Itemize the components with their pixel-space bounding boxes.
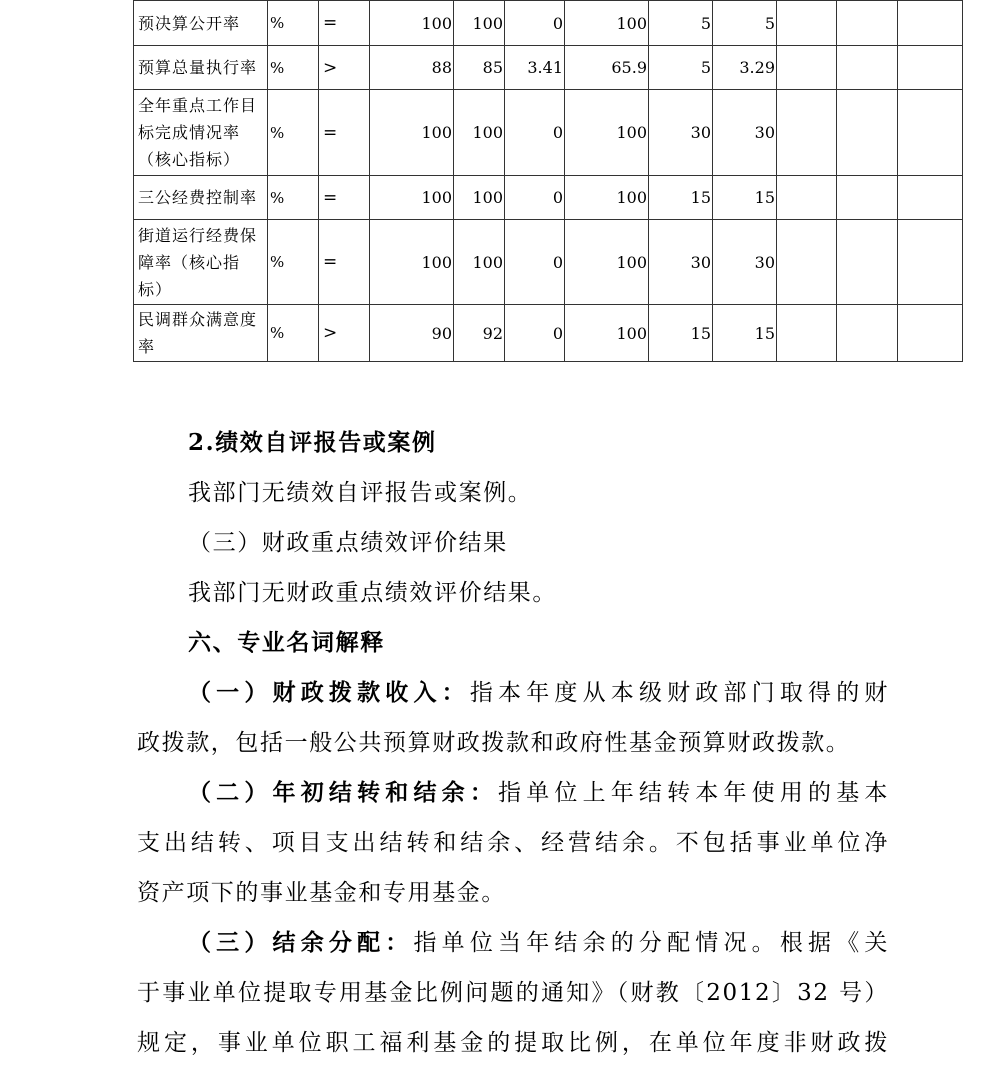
indicator-unit: %: [268, 305, 319, 362]
empty-cell: [777, 1, 837, 46]
value-cell: 100: [454, 90, 505, 176]
empty-cell: [898, 220, 963, 305]
paragraph-line: 于事业单位提取专用基金比例问题的通知》（财教〔2012〕32 号）: [137, 980, 889, 1006]
indicator-operator: =: [319, 220, 370, 305]
paragraph: 我部门无财政重点绩效评价结果。: [188, 580, 557, 606]
value-cell: 30: [649, 220, 713, 305]
indicator-name: 预算总量执行率: [134, 46, 268, 90]
value-cell: 65.9: [565, 46, 649, 90]
value-cell: 100: [370, 90, 454, 176]
value-cell: 5: [649, 1, 713, 46]
value-cell: 5: [713, 1, 777, 46]
value-cell: 100: [565, 220, 649, 305]
indicator-unit: %: [268, 176, 319, 220]
value-cell: 100: [565, 90, 649, 176]
value-cell: 5: [649, 46, 713, 90]
indicator-unit: %: [268, 1, 319, 46]
section-heading: （三）财政重点绩效评价结果: [188, 530, 508, 556]
value-cell: 0: [505, 90, 565, 176]
empty-cell: [898, 90, 963, 176]
section-heading: 2.绩效自评报告或案例: [188, 429, 437, 456]
empty-cell: [837, 1, 898, 46]
paragraph: 我部门无绩效自评报告或案例。: [188, 480, 533, 506]
indicator-name: 全年重点工作目标完成情况率（核心指标）: [134, 90, 268, 176]
value-cell: 3.29: [713, 46, 777, 90]
empty-cell: [837, 305, 898, 362]
term-definition: 指单位当年结余的分配情况。根据《关: [413, 930, 889, 956]
term-label: （二）年初结转和结余：: [188, 779, 499, 806]
performance-table: [133, 0, 963, 362]
term-label: （一）财政拨款收入：: [188, 679, 470, 706]
indicator-unit: %: [268, 90, 319, 176]
table-row: [134, 176, 963, 220]
value-cell: 15: [649, 305, 713, 362]
value-cell: 100: [454, 220, 505, 305]
value-cell: 100: [565, 305, 649, 362]
empty-cell: [837, 176, 898, 220]
table-row: [134, 1, 963, 46]
value-cell: 85: [454, 46, 505, 90]
paragraph-line: 支出结转、项目支出结转和结余、经营结余。不包括事业单位净: [137, 830, 889, 856]
value-cell: 15: [713, 305, 777, 362]
value-cell: 100: [370, 1, 454, 46]
value-cell: 100: [454, 176, 505, 220]
indicator-name: 街道运行经费保障率（核心指标）: [134, 220, 268, 305]
indicator-operator: >: [319, 305, 370, 362]
document-body: [137, 418, 889, 1068]
value-cell: 100: [565, 1, 649, 46]
indicator-name: 预决算公开率: [134, 1, 268, 46]
paragraph-line: 规定，事业单位职工福利基金的提取比例，在单位年度非财政拨: [137, 1030, 889, 1056]
empty-cell: [898, 46, 963, 90]
term-label: （三）结余分配：: [188, 929, 414, 956]
empty-cell: [898, 1, 963, 46]
section-heading: 六、专业名词解释: [188, 629, 385, 656]
term-definition: 指本年度从本级财政部门取得的财: [469, 680, 890, 706]
table-row: [134, 220, 963, 305]
paragraph-line: 政拨款，包括一般公共预算财政拨款和政府性基金预算财政拨款。: [137, 730, 851, 756]
term-definition: 指单位上年结转本年使用的基本: [498, 780, 889, 806]
value-cell: 0: [505, 220, 565, 305]
value-cell: 3.41: [505, 46, 565, 90]
indicator-operator: >: [319, 46, 370, 90]
paragraph-line: [137, 668, 889, 718]
value-cell: 0: [505, 1, 565, 46]
empty-cell: [777, 46, 837, 90]
indicator-name: 三公经费控制率: [134, 176, 268, 220]
indicator-unit: %: [268, 220, 319, 305]
value-cell: 15: [713, 176, 777, 220]
value-cell: 0: [505, 305, 565, 362]
value-cell: 100: [370, 176, 454, 220]
empty-cell: [837, 46, 898, 90]
value-cell: 30: [649, 90, 713, 176]
value-cell: 100: [565, 176, 649, 220]
value-cell: 15: [649, 176, 713, 220]
value-cell: 0: [505, 176, 565, 220]
value-cell: 30: [713, 90, 777, 176]
empty-cell: [777, 176, 837, 220]
paragraph-line: 资产项下的事业基金和专用基金。: [137, 880, 506, 906]
empty-cell: [898, 176, 963, 220]
table-row: [134, 90, 963, 176]
value-cell: 88: [370, 46, 454, 90]
empty-cell: [837, 90, 898, 176]
value-cell: 30: [713, 220, 777, 305]
value-cell: 100: [370, 220, 454, 305]
empty-cell: [777, 305, 837, 362]
indicator-name: 民调群众满意度率: [134, 305, 268, 362]
paragraph-line: [137, 768, 889, 818]
indicator-operator: =: [319, 176, 370, 220]
paragraph-line: [137, 918, 889, 968]
empty-cell: [777, 90, 837, 176]
indicator-operator: =: [319, 1, 370, 46]
empty-cell: [777, 220, 837, 305]
value-cell: 90: [370, 305, 454, 362]
table-row: [134, 305, 963, 362]
empty-cell: [837, 220, 898, 305]
indicator-operator: =: [319, 90, 370, 176]
table-row: [134, 46, 963, 90]
indicator-unit: %: [268, 46, 319, 90]
value-cell: 92: [454, 305, 505, 362]
value-cell: 100: [454, 1, 505, 46]
empty-cell: [898, 305, 963, 362]
